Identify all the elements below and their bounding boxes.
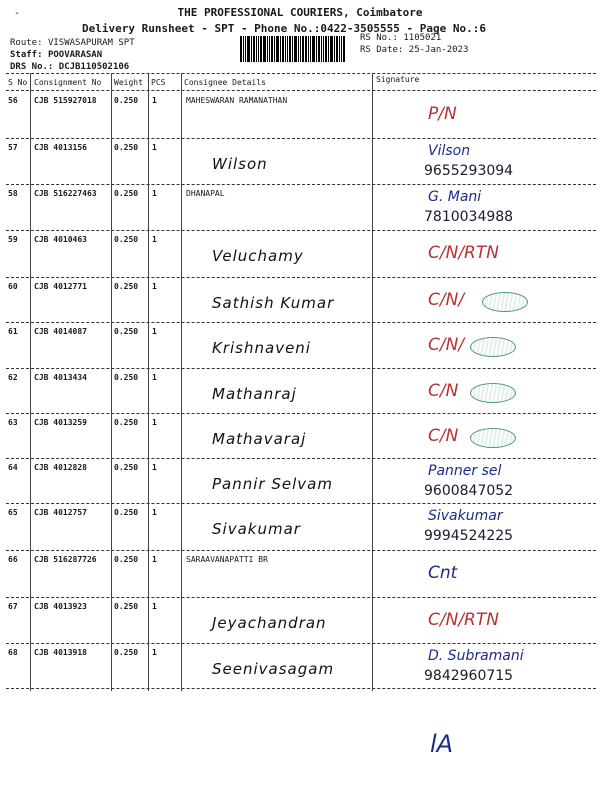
weight-value: 0.250 [114,327,139,336]
header-top-rule [6,73,596,74]
handwritten-phone: 7810034988 [424,209,514,225]
route-label: Route: [10,38,43,48]
signature: C/N [428,381,459,401]
row-separator [6,688,596,689]
serial-number: 57 [8,143,18,152]
barcode-bar [267,36,268,62]
drs-value: DCJB110502106 [58,62,130,72]
pieces-count: 1 [152,508,157,517]
header-bottom-rule [6,90,596,91]
handwritten-consignee-name: Jeyachandran [212,614,327,632]
pieces-count: 1 [152,282,157,291]
barcode-bar [316,36,317,62]
serial-number: 59 [8,235,18,244]
pieces-count: 1 [152,463,157,472]
barcode-bar [289,36,291,62]
barcode-bar [339,36,340,62]
rs-date-label: RS Date: [360,45,404,55]
signature: C/N/RTN [428,243,499,263]
weight-value: 0.250 [114,373,139,382]
consignee-name: SARAAVANAPATTI BR [186,555,268,564]
handwritten-initials: lA [430,730,454,758]
barcode-bar [243,36,244,62]
consignment-number: CJB 4013434 [34,373,87,382]
barcode-bar [292,36,293,62]
handwritten-consignee-name: Mathavaraj [212,430,307,448]
handwritten-phone: 9994524225 [424,528,514,544]
barcode-bar [343,36,345,62]
corner-mark: - [14,8,21,19]
company-title: THE PROFESSIONAL COURIERS, Coimbatore [177,6,423,19]
col-header-sno: S No [8,78,28,87]
pieces-count: 1 [152,418,157,427]
thumbprint-mark [470,337,516,357]
thumbprint-mark [482,292,528,312]
serial-number: 62 [8,373,18,382]
row-separator [6,184,596,185]
serial-number: 65 [8,508,18,517]
weight-value: 0.250 [114,96,139,105]
barcode [240,36,352,62]
consignment-number: CJB 4013259 [34,418,87,427]
signature: C/N/RTN [428,610,499,630]
staff-label: Staff: [10,50,43,60]
signature: Cnt [428,563,458,583]
barcode-bar [280,36,281,62]
row-separator [6,643,596,644]
signature: Sivakumar [428,508,503,524]
row-separator [6,368,596,369]
serial-number: 58 [8,189,18,198]
barcode-bar [256,36,257,62]
weight-value: 0.250 [114,555,139,564]
row-separator [6,413,596,414]
row-separator [6,277,596,278]
signature: G. Mani [428,189,482,205]
pieces-count: 1 [152,648,157,657]
staff-line [10,50,102,60]
staff-value: POOVARASAN [47,50,103,60]
serial-number: 66 [8,555,18,564]
col-divider [30,73,31,691]
pieces-count: 1 [152,373,157,382]
barcode-bar [263,36,266,62]
pieces-count: 1 [152,555,157,564]
barcode-bar [298,36,299,62]
serial-number: 68 [8,648,18,657]
col-header-pcs: PCS [151,78,166,87]
barcode-bar [325,36,327,62]
handwritten-consignee-name: Mathanraj [212,385,297,403]
barcode-bar [312,36,315,62]
consignee-name: DHANAPAL [186,189,225,198]
barcode-bar [330,36,333,62]
serial-number: 67 [8,602,18,611]
handwritten-consignee-name: Seenivasagam [212,660,335,678]
barcode-bar [285,36,286,62]
col-header-consignment: Consignment No [34,78,102,87]
pieces-count: 1 [152,96,157,105]
handwritten-phone: 9600847052 [424,483,514,499]
handwritten-phone: 9842960715 [424,668,514,684]
barcode-bar [253,36,255,62]
barcode-bar [334,36,335,62]
route-value: VISWASAPURAM SPT [47,38,135,48]
handwritten-consignee-name: Sathish Kumar [212,294,335,312]
serial-number: 64 [8,463,18,472]
rs-number-line [360,33,441,43]
pieces-count: 1 [152,143,157,152]
handwritten-phone: 9655293094 [424,163,514,179]
drs-line [10,62,129,72]
weight-value: 0.250 [114,189,139,198]
consignment-number: CJB 4014087 [34,327,87,336]
rs-date-line [360,45,468,55]
handwritten-consignee-name: Wilson [212,155,268,173]
row-separator [6,597,596,598]
barcode-bar [294,36,297,62]
signature: Vilson [428,143,471,159]
col-header-consignee: Consignee Details [184,78,266,87]
row-separator [6,550,596,551]
barcode-bar [251,36,252,62]
consignment-number: CJB 516227463 [34,189,97,198]
consignment-number: CJB 4013156 [34,143,87,152]
consignment-number: CJB 4010463 [34,235,87,244]
barcode-bar [323,36,324,62]
rs-number-value: 1105021 [403,33,442,43]
signature: P/N [428,104,457,124]
barcode-bar [310,36,311,62]
consignment-number: CJB 516287726 [34,555,97,564]
thumbprint-mark [470,383,516,403]
pieces-count: 1 [152,602,157,611]
col-divider [148,73,149,691]
weight-value: 0.250 [114,282,139,291]
row-separator [6,503,596,504]
consignee-name: MAHESWARAN RAMANATHAN [186,96,288,105]
signature: C/N [428,426,459,446]
barcode-bar [321,36,322,62]
drs-label: DRS No.: [10,62,54,72]
weight-value: 0.250 [114,463,139,472]
weight-value: 0.250 [114,602,139,611]
barcode-bar [336,36,338,62]
col-header-weight: Weight [114,78,143,87]
rs-date-value: 25-Jan-2023 [408,45,469,55]
rs-number-label: RS No.: [360,33,398,43]
pieces-count: 1 [152,235,157,244]
consignment-number: CJB 4013918 [34,648,87,657]
col-header-signature: Signature [376,75,420,84]
barcode-bar [271,36,273,62]
barcode-bar [282,36,284,62]
barcode-bar [308,36,309,62]
weight-value: 0.250 [114,508,139,517]
signature: Panner sel [428,463,502,479]
handwritten-consignee-name: Veluchamy [212,247,304,265]
signature: C/N/ [428,335,465,355]
barcode-bar [247,36,250,62]
row-separator [6,230,596,231]
weight-value: 0.250 [114,418,139,427]
barcode-bar [287,36,288,62]
serial-number: 63 [8,418,18,427]
handwritten-consignee-name: Krishnaveni [212,339,311,357]
serial-number: 60 [8,282,18,291]
barcode-bar [341,36,342,62]
route-line [10,38,135,48]
consignment-number: CJB 4012757 [34,508,87,517]
barcode-bar [258,36,259,62]
consignment-number: CJB 515927018 [34,96,97,105]
barcode-bar [260,36,262,62]
handwritten-consignee-name: Pannir Selvam [212,475,333,493]
handwritten-consignee-name: Sivakumar [212,520,301,538]
barcode-bar [328,36,329,62]
pieces-count: 1 [152,327,157,336]
barcode-bar [305,36,307,62]
thumbprint-mark [470,428,516,448]
barcode-bar [274,36,275,62]
barcode-bar [300,36,301,62]
col-divider [372,73,373,691]
serial-number: 56 [8,96,18,105]
weight-value: 0.250 [114,235,139,244]
col-divider [111,73,112,691]
barcode-bar [276,36,279,62]
signature: D. Subramani [428,648,524,664]
barcode-bar [240,36,242,62]
consignment-number: CJB 4013923 [34,602,87,611]
row-separator [6,138,596,139]
runsheet-subtitle: Delivery Runsheet - SPT - Phone No.:0422-3505555 - Page No.:6 [82,22,486,35]
row-separator [6,322,596,323]
barcode-bar [318,36,320,62]
consignment-number: CJB 4012828 [34,463,87,472]
barcode-bar [245,36,246,62]
serial-number: 61 [8,327,18,336]
consignment-number: CJB 4012771 [34,282,87,291]
col-divider [181,73,182,691]
row-separator [6,458,596,459]
barcode-bar [269,36,270,62]
weight-value: 0.250 [114,648,139,657]
weight-value: 0.250 [114,143,139,152]
signature: C/N/ [428,290,465,310]
barcode-bar [302,36,304,62]
pieces-count: 1 [152,189,157,198]
